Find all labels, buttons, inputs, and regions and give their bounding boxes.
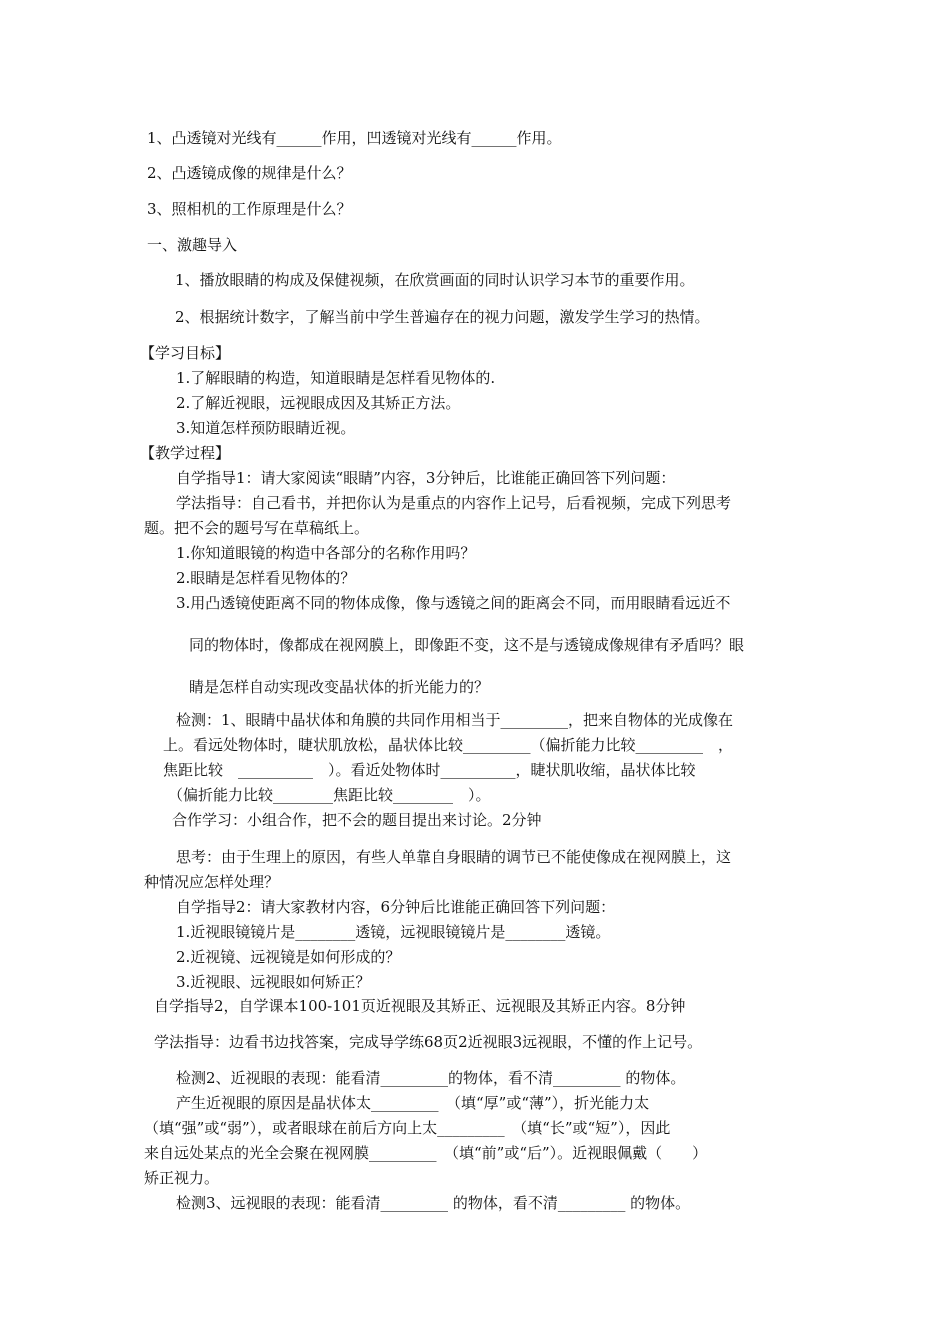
review-question-1: 1、凸透镜对光线有______作用，凹透镜对光线有______作用。 [147, 129, 562, 147]
intro-item-1: 1、播放眼睛的构成及保健视频，在欣赏画面的同时认识学习本节的重要作用。 [175, 271, 695, 289]
question-3-line-1: 3.用凸透镜使距离不同的物体成像，像与透镜之间的距离会不同，而用眼睛看远近不 [176, 594, 731, 612]
check-1-line-3: 焦距比较 __________ ）。看近处物体时__________，睫状肌收缩，晶状体比较 [163, 761, 696, 779]
goals-heading: 【学习目标】 [140, 344, 231, 362]
goal-item-2: 2.了解近视眼，远视眼成因及其矫正方法。 [176, 394, 461, 412]
intro-item-2: 2、根据统计数字，了解当前中学生普遍存在的视力问题，激发学生学习的热情。 [175, 308, 710, 326]
self-study-guide-2: 自学指导2：请大家教材内容，6分钟后比谁能正确回答下列问题： [176, 898, 616, 916]
check-2-line-3: （填“强”或“弱”），或者眼球在前后方向上太_________ （填“长”或“短”），因此 [144, 1119, 671, 1137]
study-method-1-line-2: 题。把不会的题号写在草稿纸上。 [144, 519, 370, 537]
question-1: 1.你知道眼镜的构造中各部分的名称作用吗？ [176, 544, 476, 562]
goal-item-3: 3.知道怎样预防眼睛近视。 [176, 419, 356, 437]
check-1-line-2: 上。看远处物体时，睫状肌放松，晶状体比较_________（偏折能力比较_________ ， [163, 736, 734, 754]
check-2-line-1: 检测2、近视眼的表现：能看清_________的物体，看不清_________ 的物体。 [176, 1069, 686, 1087]
think-line-2: 种情况应怎样处理？ [144, 873, 280, 891]
check-2-line-2: 产生近视眼的原因是晶状体太_________ （填“厚”或“薄”），折光能力太 [176, 1094, 650, 1112]
review-question-2: 2、凸透镜成像的规律是什么？ [147, 164, 352, 182]
check-2-line-5: 矫正视力。 [144, 1169, 220, 1187]
guide-2-question-1: 1.近视眼镜镜片是________透镜，远视眼镜镜片是________透镜。 [176, 923, 611, 941]
question-2: 2.眼睛是怎样看见物体的？ [176, 569, 356, 587]
cooperative-learning: 合作学习：小组合作，把不会的题目提出来讨论。2分钟 [172, 811, 542, 829]
review-question-3: 3、照相机的工作原理是什么？ [147, 200, 352, 218]
check-2-line-4: 来自远处某点的光全会聚在视网膜_________ （填“前”或“后”）。近视眼佩戴（ ） [144, 1144, 708, 1162]
process-heading: 【教学过程】 [140, 444, 231, 462]
check-1-line-1: 检测：1、眼睛中晶状体和角膜的共同作用相当于_________，把来自物体的光成像在 [176, 711, 734, 729]
question-3-line-2: 同的物体时，像都成在视网膜上，即像距不变，这不是与透镜成像规律有矛盾吗？眼 [189, 636, 745, 654]
guide-2-question-3: 3.近视眼、远视眼如何矫正？ [176, 973, 371, 991]
self-study-guide-1: 自学指导1：请大家阅读“眼睛”内容，3分钟后，比谁能正确回答下列问题： [176, 469, 676, 487]
goal-item-1: 1.了解眼睛的构造，知道眼睛是怎样看见物体的. [176, 369, 496, 387]
check-3: 检测3、远视眼的表现：能看清_________ 的物体，看不清_________ 的物体。 [176, 1194, 691, 1212]
question-3-line-3: 睛是怎样自动实现改变晶状体的折光能力的？ [189, 678, 490, 696]
guide-2-question-2: 2.近视镜、远视镜是如何形成的？ [176, 948, 401, 966]
intro-heading: 一、激趣导入 [147, 236, 238, 254]
check-1-line-4: （偏折能力比较________焦距比较________ ）。 [168, 786, 491, 804]
think-line-1: 思考：由于生理上的原因，有些人单靠自身眼睛的调节已不能使像成在视网膜上，这 [176, 848, 732, 866]
study-method-1-line-1: 学法指导：自己看书，并把你认为是重点的内容作上记号，后看视频，完成下列思考 [176, 494, 732, 512]
self-study-guide-2b: 自学指导2，自学课本100-101页近视眼及其矫正、远视眼及其矫正内容。8分钟 [154, 997, 686, 1015]
study-method-2: 学法指导：边看书边找答案，完成导学练68页2近视眼3远视眼，不懂的作上记号。 [154, 1033, 703, 1051]
